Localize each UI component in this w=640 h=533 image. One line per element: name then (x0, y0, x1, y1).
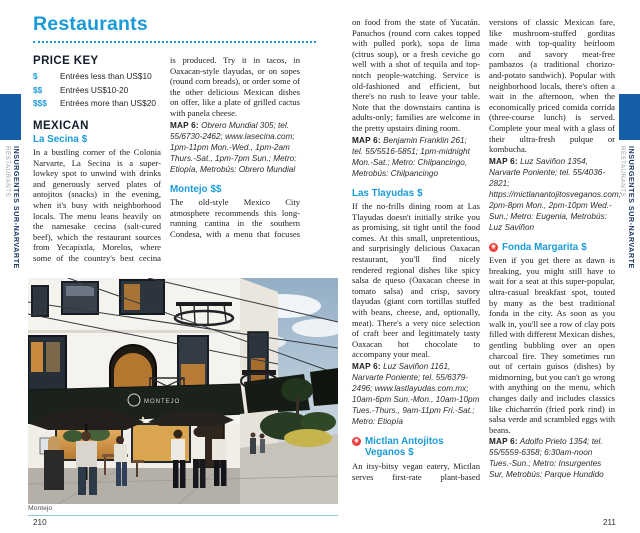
sidebar-section-label: RESTAURANTS (619, 146, 626, 198)
entry-name: Fonda Margarita (502, 241, 579, 253)
price-key-row (33, 70, 161, 84)
sidebar-section-label: RESTAURANTS (4, 146, 11, 198)
map-details: Obrero Mundial 305; tel. 55/6730-2462; www.lasecina.com; 1pm-11pm Mon.-Wed., 1pm-2am Thurs.-Sat., 1pm-7pm Sun.; Metro: Etiopía, Metrobús: Obrero Mundial (170, 120, 297, 174)
entry-body: The old-style Mexico City atmosphere recommends this long-running cantina in the southern Condesa, with a menu that focuses (170, 197, 300, 239)
awning-sign-text: MONTEJO (144, 399, 181, 405)
sidebar-neighborhood-label: INSURGENTES SUR-NARVARTE (627, 146, 636, 269)
entry-price: $ (81, 133, 88, 145)
page-title: Restaurants (33, 13, 148, 35)
dotted-rule (33, 41, 316, 43)
price-key-row (33, 97, 161, 111)
entry-price: $$ (210, 183, 222, 195)
caption-rule (28, 515, 338, 516)
column-3 (352, 17, 480, 482)
entry-price: $ (581, 241, 587, 253)
entry-name: Las Tlayudas (352, 187, 415, 199)
entry-name: Montejo (170, 183, 208, 195)
page-number-right: 211 (602, 518, 616, 527)
map-details: Luz Saviñon 1354, Narvarte Poniente; tel. 55/4036-2821; https://mictlanantojitosveganos.com; 2pm-8pm Mon., 2pm-10pm Wed.-Sun.; Metro: Eugenia, Metrobús: Luz Saviñon (489, 156, 621, 232)
entry-body: Even if you get there as dawn is breaking, you might still have to wait for a seat at this super-popular, ultra-casual breakfast spot, touted by many as the best traditional fonda in the city. As soon as you walk in, you'll see a row of clay pots filled with different Mexican dishes, gentling bubbling over an open charcoal fire. They sometimes run out of certain guisos (dishes) by midmorning, but you can't go wrong with anything on the menu, which changes daily and includes classics like chicharrón (fried pork rind) in salsa verde and scrambled eggs with beans. (489, 255, 615, 435)
entry-price: $ (408, 447, 414, 459)
price-label: Entrées less than US$10 (60, 71, 152, 81)
map-details: Benjamin Franklin 261; tel. 55/5516-5851; 1pm-midnight Mon.-Sat.; Metro: Chilpancingo, Metrobús: Chilpancingo (352, 135, 470, 178)
page-number-left: 210 (33, 518, 47, 527)
entry-body: on food from the state of Yucatán. Panuchos (round corn cakes topped with pulled pork), sopa de lima (citrus soup), or a fresh ceviche go well with a shot of tequila and top-notch people-watching. Service is old-fashioned and efficient, but there's no rush to leave your table. Note that the downstairs cantina is adults-only; families are welcome in the pretty upstairs dining room. (352, 17, 480, 133)
sidebar-left (4, 146, 21, 324)
montejo-photo (28, 278, 338, 504)
entry-price: $ (417, 187, 423, 199)
map-listing (352, 361, 480, 427)
price-symbol: $$$ (33, 98, 47, 108)
map-details: Luz Saviñon 1161, Narvarte Poniente; tel. 55/6379-2496; www.lastlayudas.com.mx; 10am-6pm Sun.-Mon., 10am-10pm Tues.-Thurs., 9am-11pm Fri.-Sat.; Metro: Etiopía (352, 361, 480, 426)
page-edge-tab-right (619, 94, 640, 140)
price-symbol: $$ (33, 84, 43, 95)
montejo-photo-illustration (28, 278, 338, 504)
price-symbol: $ (33, 71, 38, 81)
entry-name: Mictlan Antojitos Veganos (365, 435, 444, 459)
entry-heading-montejo (170, 184, 300, 196)
map-listing (170, 120, 300, 175)
cuisine-heading: MEXICAN (33, 119, 89, 132)
top-experience-icon: ✳ (490, 243, 497, 251)
sidebar-right (619, 146, 636, 324)
entry-name: La Secina (33, 133, 79, 145)
entry-heading-las-tlayudas (352, 188, 480, 200)
column-1 (33, 55, 161, 264)
entry-body: An itsy-bitsy vegan eatery, Mictlan serves first-rate plant-based (352, 460, 480, 482)
entry-body: is produced. Try it in tacos, in Oaxacan-style tlayudas, or on sopes (round corn breads), or order some of the other delicious Mexican dishes on offer, like a plate of grilled cactus with panela cheese. (170, 55, 300, 118)
entry-heading-fonda-margarita (489, 242, 615, 254)
column-4 (489, 17, 621, 480)
map-listing (489, 156, 621, 233)
map-label: MAP 6: (352, 135, 381, 145)
column-2 (170, 55, 300, 239)
top-experience-icon: ✳ (353, 437, 360, 445)
map-label: MAP 6: (489, 437, 518, 447)
map-listing (489, 436, 615, 480)
map-details: Adolfo Prieto 1354; tel. 55/5559-6358; 6:30am-noon Tues.-Sun.; Metro: Insurgentes Sur, Metrobús: Parque Hundido (489, 437, 604, 480)
entry-body: In a bustling corner of the Colonia Narvarte, La Secina is a super-lowkey spot to unwind with drinks and generously served plates of antojitos (snacks) in the evening, when it's busy with neighborhood locals. The menu leans heavily on the namesake cecina (salt-cured beef), which the restaurant sources from Yecapixtla, Morelos, where some of the country's best cecina (33, 147, 161, 263)
entry-body: If the no-frills dining room at Las Tlayudas doesn't initially strike you as promising, sit tight until the food comes. At this small, unpretentious, and surprisingly delicious Oaxacan restaurant, you'll find nicely rendered regional dishes like spicy salsa de queso (Oaxacan cheese in tomato salsa) and crisp, savory tlayudas (giant corn tortillas stuffed with beans, cheese, and, optionally, meat). There's a very nice selection of craft beer and legitimately tasty Oaxacan hot chocolate to accompany your meal. (352, 201, 480, 360)
price-label: Entrées US$10-20 (60, 84, 129, 95)
map-listing (352, 135, 480, 179)
map-label: MAP 6: (489, 156, 518, 166)
map-label: MAP 6: (352, 361, 381, 371)
price-key-heading: PRICE KEY (33, 55, 99, 67)
entry-heading-la-secina (33, 134, 161, 146)
map-label: MAP 6: (170, 120, 199, 130)
photo-caption: Montejo (28, 505, 53, 512)
entry-heading-mictlan (352, 436, 480, 459)
page-edge-tab-left (0, 94, 21, 140)
price-key-row (33, 84, 161, 98)
price-label: Entrées more than US$20 (60, 98, 156, 108)
entry-body: versions of classic Mexican fare, like mushroom-stuffed gorditas made with top-quality heirloom corn and savory meat-free pambazos (a traditional chorizo-and-potato sandwich). Popular with neighborhood locals, there's often a wait in the afternoon, when the economically priced comida corrida (three-course lunch) is served. Complete your meal with a glass of their ultra-fresh pulque or kombucha. (489, 17, 615, 155)
sidebar-neighborhood-label: INSURGENTES SUR-NARVARTE (12, 146, 21, 269)
